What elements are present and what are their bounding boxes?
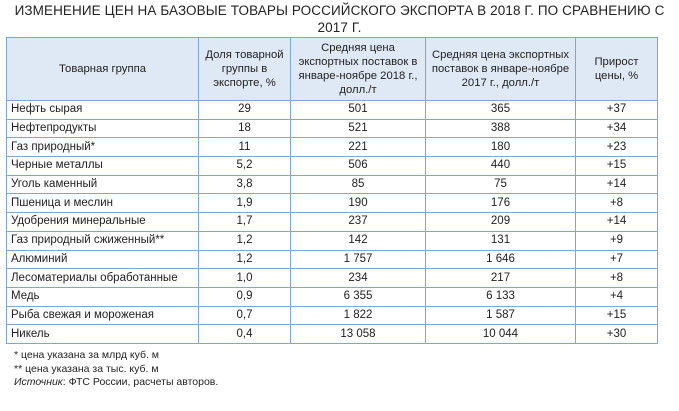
table-row: [7, 250, 658, 269]
cell-price-2017: 209: [426, 213, 576, 232]
table-row: [7, 194, 658, 213]
title-line-1: ИЗМЕНЕНИЕ ЦЕН НА БАЗОВЫЕ ТОВАРЫ РОССИЙСКОГО ЭКСПОРТА В 2018 Г. ПО СРАВНЕНИЮ С: [14, 3, 665, 18]
cell-price-2018: 221: [291, 138, 426, 157]
cell-price-2018: 1 757: [291, 250, 426, 269]
cell-price-2017: 180: [426, 138, 576, 157]
cell-price-2018: 237: [291, 213, 426, 232]
cell-product-group: Медь: [7, 287, 199, 306]
cell-price-growth: +34: [576, 119, 658, 138]
cell-product-group: Черные металлы: [7, 157, 199, 176]
cell-product-group: Пшеница и меслин: [7, 194, 199, 213]
cell-price-growth: +30: [576, 325, 658, 344]
table-row: [7, 231, 658, 250]
price-change-table: [6, 37, 658, 344]
cell-price-2017: 75: [426, 175, 576, 194]
table-row: [7, 157, 658, 176]
table-row: [7, 101, 658, 120]
cell-export-share: 11: [199, 138, 291, 157]
table-row: [7, 175, 658, 194]
cell-price-2018: 142: [291, 231, 426, 250]
cell-price-growth: +8: [576, 269, 658, 288]
table-row: [7, 325, 658, 344]
cell-price-2017: 388: [426, 119, 576, 138]
cell-export-share: 5,2: [199, 157, 291, 176]
cell-export-share: 0,9: [199, 287, 291, 306]
cell-price-2017: 440: [426, 157, 576, 176]
cell-price-growth: +14: [576, 175, 658, 194]
cell-export-share: 1,9: [199, 194, 291, 213]
cell-export-share: 1,0: [199, 269, 291, 288]
source-text: : ФТС России, расчеты авторов.: [62, 376, 219, 388]
table-row: [7, 213, 658, 232]
cell-price-growth: +14: [576, 213, 658, 232]
table-row: [7, 138, 658, 157]
footnotes: [14, 349, 218, 390]
cell-price-2018: 190: [291, 194, 426, 213]
cell-export-share: 0,4: [199, 325, 291, 344]
table-row: [7, 306, 658, 325]
header-price-growth: Прирост цены, %: [576, 38, 658, 101]
cell-product-group: Газ природный сжиженный**: [7, 231, 199, 250]
cell-price-2017: 131: [426, 231, 576, 250]
cell-product-group: Нефть сырая: [7, 101, 199, 120]
source-note: [14, 376, 218, 390]
cell-price-growth: +37: [576, 101, 658, 120]
page-title: [0, 2, 679, 36]
header-product-group: Товарная группа: [7, 38, 199, 101]
cell-export-share: 1,7: [199, 213, 291, 232]
cell-product-group: Рыба свежая и мороженая: [7, 306, 199, 325]
cell-price-growth: +23: [576, 138, 658, 157]
cell-price-2018: 234: [291, 269, 426, 288]
cell-export-share: 1,2: [199, 231, 291, 250]
header-export-share: Доля товарной группы в экспорте, %: [199, 38, 291, 101]
table-row: [7, 269, 658, 288]
cell-price-2017: 6 133: [426, 287, 576, 306]
cell-price-growth: +15: [576, 306, 658, 325]
cell-price-2017: 1 646: [426, 250, 576, 269]
cell-product-group: Уголь каменный: [7, 175, 199, 194]
cell-price-2018: 13 058: [291, 325, 426, 344]
header-price-2018: Средняя цена экспортных поставок в январе-ноябре 2018 г., долл./т: [291, 38, 426, 101]
cell-product-group: Алюминий: [7, 250, 199, 269]
cell-export-share: 1,2: [199, 250, 291, 269]
cell-price-2018: 85: [291, 175, 426, 194]
cell-export-share: 18: [199, 119, 291, 138]
footnote-gas: * цена указана за млрд куб. м: [14, 349, 160, 361]
cell-price-2017: 1 587: [426, 306, 576, 325]
cell-product-group: Нефтепродукты: [7, 119, 199, 138]
cell-price-2017: 10 044: [426, 325, 576, 344]
cell-price-2018: 501: [291, 101, 426, 120]
source-label: Источник: [14, 376, 63, 388]
header-price-2017: Средняя цена экспортных поставок в январе-ноябре 2017 г., долл./т: [426, 38, 576, 101]
cell-price-2018: 521: [291, 119, 426, 138]
cell-product-group: Газ природный*: [7, 138, 199, 157]
cell-product-group: Никель: [7, 325, 199, 344]
cell-price-growth: +4: [576, 287, 658, 306]
cell-price-growth: +9: [576, 231, 658, 250]
table-row: [7, 119, 658, 138]
table-header-row: [7, 38, 658, 101]
cell-price-growth: +8: [576, 194, 658, 213]
cell-price-growth: +15: [576, 157, 658, 176]
table-row: [7, 287, 658, 306]
cell-price-2018: 1 822: [291, 306, 426, 325]
cell-price-growth: +7: [576, 250, 658, 269]
cell-price-2018: 6 355: [291, 287, 426, 306]
cell-price-2017: 217: [426, 269, 576, 288]
cell-export-share: 3,8: [199, 175, 291, 194]
cell-export-share: 0,7: [199, 306, 291, 325]
title-line-2: 2017 Г.: [317, 20, 362, 35]
cell-export-share: 29: [199, 101, 291, 120]
footnote-lng: ** цена указана за тыс. куб. м: [14, 362, 159, 375]
table-body: [7, 101, 658, 344]
cell-product-group: Лесоматериалы обработанные: [7, 269, 199, 288]
cell-product-group: Удобрения минеральные: [7, 213, 199, 232]
cell-price-2017: 365: [426, 101, 576, 120]
cell-price-2018: 506: [291, 157, 426, 176]
cell-price-2017: 176: [426, 194, 576, 213]
